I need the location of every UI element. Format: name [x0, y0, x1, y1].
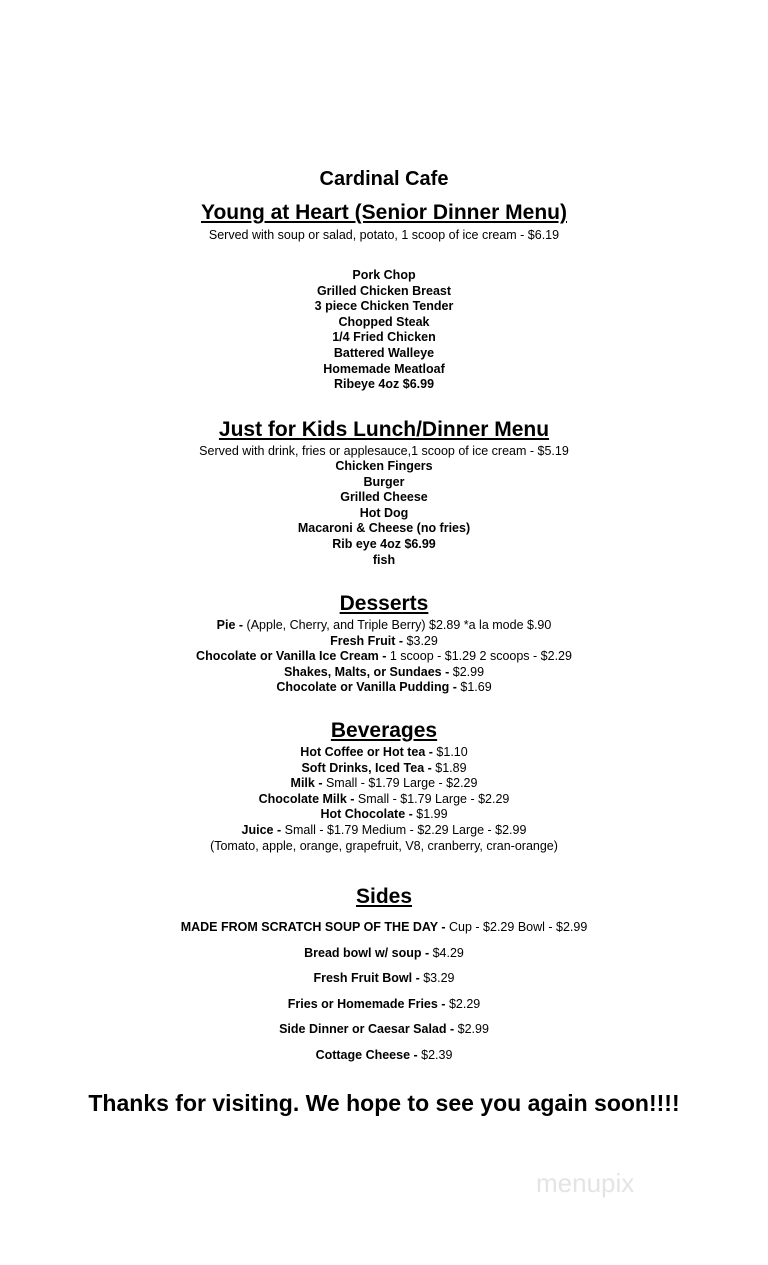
desserts-list — [0, 618, 768, 696]
list-item: 3 piece Chicken Tender — [314, 299, 454, 314]
desserts-heading: Desserts — [339, 592, 429, 615]
beverages-list — [0, 745, 768, 854]
beverages-heading: Beverages — [330, 719, 438, 742]
list-item: Battered Walleye — [333, 345, 435, 360]
list-item: Grilled Cheese — [340, 490, 428, 505]
list-item: Hot Dog — [359, 505, 409, 520]
sides-list — [0, 920, 768, 1074]
closing-message: Thanks for visiting. We hope to see you again soon!!!! — [88, 1090, 680, 1116]
list-item: Milk - Small - $1.79 Large - $2.29 — [290, 776, 478, 791]
list-item: Chopped Steak — [338, 314, 430, 329]
sides-heading: Sides — [355, 885, 413, 908]
list-item: fish — [372, 552, 396, 567]
list-item: 1/4 Fried Chicken — [332, 330, 436, 345]
list-item: Fresh Fruit - $3.29 — [330, 633, 438, 648]
list-item: Hot Chocolate - $1.99 — [320, 807, 448, 822]
senior-menu-note: Served with soup or salad, potato, 1 scoop of ice cream - $6.19 — [208, 228, 560, 242]
list-item: MADE FROM SCRATCH SOUP OF THE DAY - Cup - $2.29 Bowl - $2.99 — [180, 920, 588, 934]
list-item: Chocolate or Vanilla Ice Cream - 1 scoop - $1.29 2 scoops - $2.29 — [196, 649, 572, 664]
kids-menu-list — [0, 459, 768, 568]
list-item: Homemade Meatloaf — [323, 361, 445, 376]
list-item: Soft Drinks, Iced Tea - $1.89 — [301, 760, 467, 775]
list-item: Fresh Fruit Bowl - $3.29 — [313, 971, 455, 986]
list-item: Grilled Chicken Breast — [316, 283, 452, 298]
list-item: Hot Coffee or Hot tea - $1.10 — [300, 745, 468, 759]
senior-menu-heading: Young at Heart (Senior Dinner Menu) — [201, 201, 567, 224]
kids-menu-note: Served with drink, fries or applesauce,1 scoop of ice cream - $5.19 — [199, 444, 569, 458]
list-item: Pie - (Apple, Cherry, and Triple Berry) $2.89 *a la mode $.90 — [216, 618, 552, 632]
senior-menu-list — [0, 268, 768, 393]
list-item: Macaroni & Cheese (no fries) — [297, 521, 471, 536]
list-item: Side Dinner or Caesar Salad - $2.99 — [279, 1022, 489, 1037]
kids-menu-heading: Just for Kids Lunch/Dinner Menu — [218, 418, 550, 441]
list-item: Ribeye 4oz $6.99 — [333, 377, 435, 392]
list-item: Chocolate or Vanilla Pudding - $1.69 — [276, 680, 492, 695]
list-item: Shakes, Malts, or Sundaes - $2.99 — [283, 664, 485, 679]
restaurant-name: Cardinal Cafe — [319, 168, 449, 190]
list-item: Chocolate Milk - Small - $1.79 Large - $2.29 — [258, 791, 510, 806]
juice-flavors-note: (Tomato, apple, orange, grapefruit, V8, cranberry, cran-orange) — [210, 838, 558, 853]
list-item: Fries or Homemade Fries - $2.29 — [287, 996, 481, 1011]
menupix-watermark: menupix — [536, 1168, 635, 1198]
list-item: Chicken Fingers — [335, 459, 433, 473]
list-item: Rib eye 4oz $6.99 — [332, 536, 436, 551]
list-item: Bread bowl w/ soup - $4.29 — [304, 945, 464, 960]
list-item: Pork Chop — [352, 268, 416, 282]
list-item: Burger — [363, 474, 405, 489]
list-item: Cottage Cheese - $2.39 — [315, 1047, 453, 1062]
list-item: Juice - Small - $1.79 Medium - $2.29 Large - $2.99 — [241, 822, 527, 837]
